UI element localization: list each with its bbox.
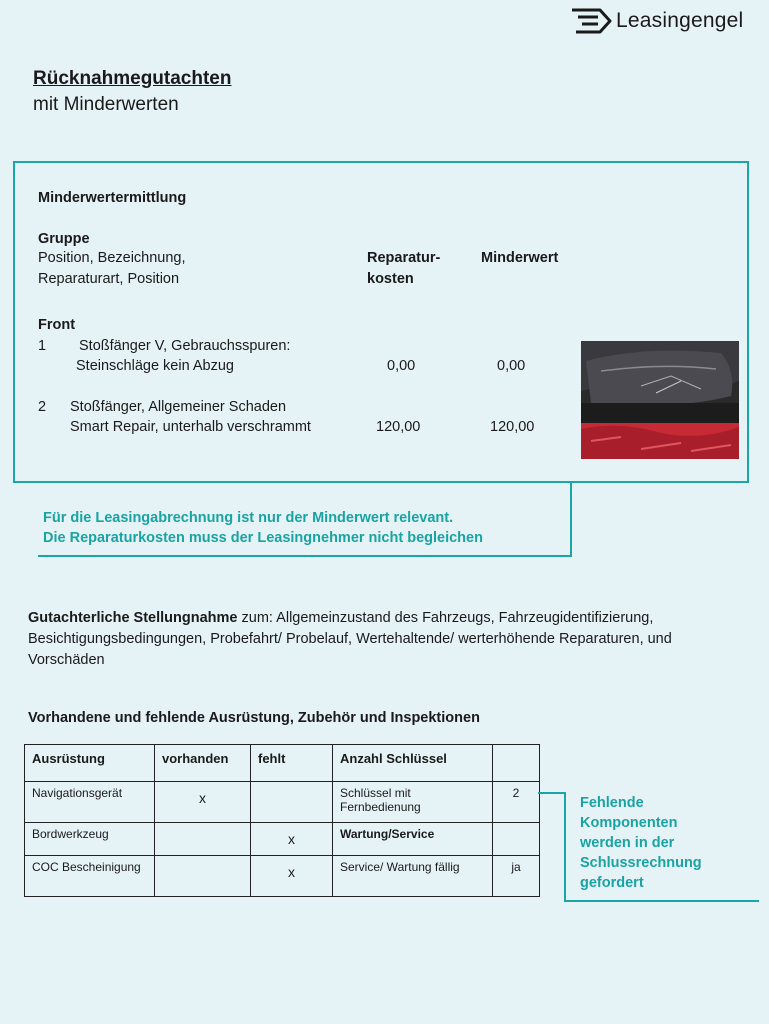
cell-present bbox=[155, 856, 251, 897]
callout-note-line1: Für die Leasingabrechnung ist nur der Minderwert relevant. bbox=[43, 510, 454, 526]
note2-line: werden in der bbox=[580, 835, 675, 851]
cell-missing bbox=[251, 823, 333, 856]
cell-item: Navigationsgerät bbox=[25, 782, 155, 823]
callout-note-line2: Die Reparaturkosten muss der Leasingnehmer nicht begleichen bbox=[43, 530, 483, 546]
cell-item: Bordwerkzeug bbox=[25, 823, 155, 856]
cell-key-value: ja bbox=[493, 856, 540, 897]
missing-mark bbox=[258, 786, 325, 790]
item-2-line1: Stoßfänger, Allgemeiner Schaden bbox=[70, 399, 287, 415]
callout2-connector-horizontal bbox=[538, 792, 566, 794]
equipment-table bbox=[24, 744, 540, 897]
col-value-header: Minderwert bbox=[481, 250, 559, 266]
statement-text: zum: Allgemeinzustand des Fahrzeugs, Fahrzeugidentifizierung, Besichtigungsbedingungen, Probefahrt/ Probelauf, Wertehaltende/ werterhöhende Reparaturen, und Vorschäden bbox=[28, 610, 672, 668]
table-row bbox=[25, 782, 540, 823]
header-anzahl-schluessel: Anzahl Schlüssel bbox=[333, 745, 493, 782]
cell-key-label: Wartung/Service bbox=[333, 823, 493, 856]
note2-line: Komponenten bbox=[580, 815, 678, 831]
group-label: Gruppe bbox=[38, 231, 90, 247]
present-mark bbox=[162, 860, 243, 864]
cell-present bbox=[155, 823, 251, 856]
page-subtitle: mit Minderwerten bbox=[33, 94, 179, 115]
cell-missing bbox=[251, 856, 333, 897]
expert-statement bbox=[28, 608, 748, 671]
missing-mark: x bbox=[288, 831, 295, 847]
item-2-value: 120,00 bbox=[490, 419, 535, 435]
cell-key-value: 2 bbox=[493, 782, 540, 823]
item-1-line2: Steinschläge kein Abzug bbox=[76, 358, 234, 374]
header-ausruestung: Ausrüstung bbox=[25, 745, 155, 782]
leasingengel-logo-icon bbox=[570, 7, 612, 35]
cell-key-label: Service/ Wartung fällig bbox=[333, 856, 493, 897]
equipment-title: Vorhandene und fehlende Ausrüstung, Zubehör und Inspektionen bbox=[28, 710, 480, 726]
callout-note-missing-components bbox=[580, 793, 750, 893]
item-1-value: 0,00 bbox=[497, 358, 526, 374]
cell-present bbox=[155, 782, 251, 823]
col-desc-line1: Position, Bezeichnung, bbox=[38, 250, 186, 266]
col-desc-line2: Reparaturart, Position bbox=[38, 271, 180, 287]
item-2-repair: 120,00 bbox=[376, 419, 421, 435]
header-empty bbox=[493, 745, 540, 782]
present-mark: x bbox=[199, 790, 206, 806]
statement-label: Gutachterliche Stellungnahme bbox=[28, 610, 238, 626]
item-1-number: 1 bbox=[38, 338, 47, 354]
section-front: Front bbox=[38, 317, 76, 333]
table-header-row bbox=[25, 745, 540, 782]
table-row bbox=[25, 856, 540, 897]
item-1-line1: Stoßfänger V, Gebrauchsspuren: bbox=[79, 338, 291, 354]
present-mark bbox=[162, 827, 243, 831]
cell-item: COC Bescheinigung bbox=[25, 856, 155, 897]
table-row bbox=[25, 823, 540, 856]
callout-connector-horizontal bbox=[38, 555, 572, 557]
cell-key-value bbox=[493, 823, 540, 856]
cell-missing bbox=[251, 782, 333, 823]
callout-note-minderwert bbox=[43, 508, 483, 548]
callout2-connector-vertical bbox=[564, 792, 566, 902]
col-repair-header-line1: Reparatur- bbox=[367, 250, 441, 266]
note2-line: gefordert bbox=[580, 875, 644, 891]
brand-name: Leasingengel bbox=[616, 9, 744, 32]
missing-mark: x bbox=[288, 864, 295, 880]
callout-connector-vertical bbox=[570, 483, 572, 557]
item-1-repair: 0,00 bbox=[387, 358, 416, 374]
valuation-heading: Minderwertermittlung bbox=[38, 190, 187, 206]
bumper-damage-photo bbox=[581, 341, 739, 459]
brand-logo[interactable] bbox=[570, 6, 760, 36]
header-fehlt: fehlt bbox=[251, 745, 333, 782]
item-2-number: 2 bbox=[38, 399, 47, 415]
cell-key-label: Schlüssel mit Fernbedienung bbox=[333, 782, 493, 823]
note2-line: Schlussrechnung bbox=[580, 855, 702, 871]
item-2-line2: Smart Repair, unterhalb verschrammt bbox=[70, 419, 311, 435]
col-repair-header-line2: kosten bbox=[367, 271, 414, 287]
callout2-connector-bottom bbox=[564, 900, 759, 902]
note2-line: Fehlende bbox=[580, 795, 644, 811]
header-vorhanden: vorhanden bbox=[155, 745, 251, 782]
page-title: Rücknahmegutachten bbox=[33, 68, 232, 89]
